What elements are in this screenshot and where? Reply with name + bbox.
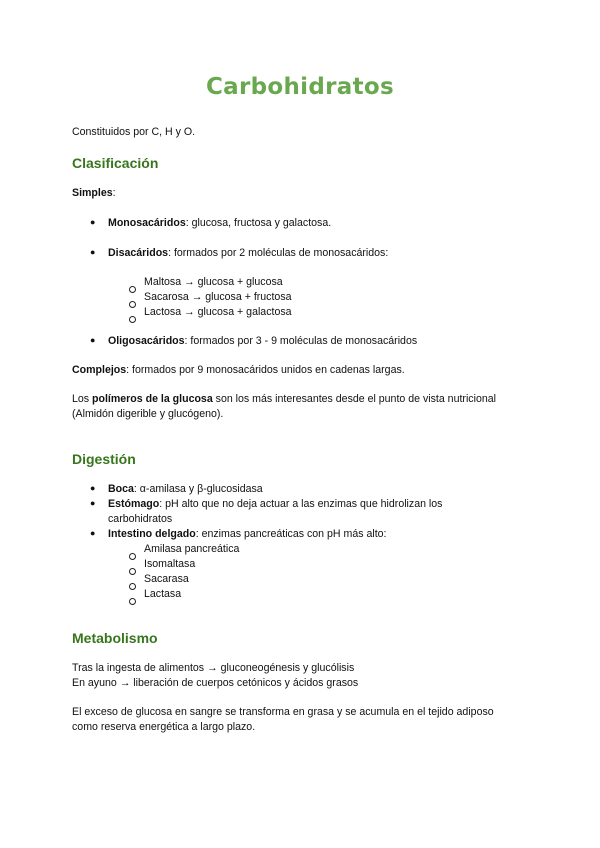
simples-colon: : — [112, 187, 116, 199]
term-text: : formados por 2 moléculas de monosacáridos: — [168, 247, 389, 259]
term-text: : formados por 9 monosacáridos unidos en cadenas largas. — [126, 364, 405, 376]
circle-bullet-icon — [129, 592, 136, 610]
estomago-line-2: carbohidratos — [108, 513, 173, 525]
term: Oligosacáridos — [108, 335, 185, 347]
bullet-dot-icon: ● — [90, 483, 96, 493]
list-item-boca — [108, 482, 263, 497]
bullet-dot-icon: ● — [90, 247, 96, 257]
sub-list-item: Lactosa → glucosa + galactosa — [144, 306, 292, 318]
term-text: : formados por 3 - 9 moléculas de monosacáridos — [184, 335, 418, 347]
simples-line — [72, 186, 116, 201]
sub-list-item: Sacarasa — [144, 573, 189, 585]
list-item-intestino — [108, 527, 386, 542]
exceso-line-1: El exceso de glucosa en sangre se transforma en grasa y se acumula en el tejido adiposo — [72, 706, 494, 718]
intro-text: Constituidos por C, H y O. — [72, 126, 196, 138]
bullet-dot-icon: ● — [90, 528, 96, 538]
term: Intestino delgado — [108, 528, 196, 540]
bullet-dot-icon: ● — [90, 335, 96, 345]
circle-bullet-icon — [129, 310, 136, 328]
polimeros-line-2: (Almidón digerible y glucógeno). — [72, 408, 224, 420]
term-text: son los más interesantes desde el punto de vista nutricional — [212, 393, 496, 405]
polimeros-line-1 — [72, 392, 496, 407]
term: Boca — [108, 483, 134, 495]
sub-list-item: Sacarosa → glucosa + fructosa — [144, 291, 292, 303]
term-text: : α-amilasa y β-glucosidasa — [133, 483, 263, 495]
metabolismo-line-1: Tras la ingesta de alimentos → gluconeogénesis y glucólisis — [72, 662, 355, 674]
list-item-oligosacaridos — [108, 334, 417, 349]
metabolismo-line-2: En ayuno → liberación de cuerpos cetónicos y ácidos grasos — [72, 677, 359, 689]
section-heading-metabolismo: Metabolismo — [72, 630, 158, 646]
text: Los — [72, 393, 93, 405]
section-heading-digestion: Digestión — [72, 451, 136, 467]
sub-list-item: Maltosa → glucosa + glucosa — [144, 276, 283, 288]
bullet-dot-icon: ● — [90, 217, 96, 227]
term: Disacáridos — [108, 247, 169, 259]
term: Monosacáridos — [108, 217, 186, 229]
section-heading-clasificacion: Clasificación — [72, 155, 159, 171]
list-item-monosacaridos — [108, 216, 331, 231]
exceso-line-2: como reserva energética a largo plazo. — [72, 721, 256, 733]
sub-list-item: Lactasa — [144, 588, 182, 600]
term-text: : enzimas pancreáticas con pH más alto: — [195, 528, 387, 540]
bullet-dot-icon: ● — [90, 498, 96, 508]
term: Estómago — [108, 498, 160, 510]
sub-list-item: Amilasa pancreática — [144, 543, 240, 555]
term: polímeros de la glucosa — [92, 393, 213, 405]
list-item-estomago — [108, 497, 442, 512]
term-text: : pH alto que no deja actuar a las enzimas que hidrolizan los — [159, 498, 443, 510]
complejos-line — [72, 363, 405, 378]
term-text: : glucosa, fructosa y galactosa. — [185, 217, 332, 229]
simples-label: Simples — [72, 187, 113, 199]
page-title: Carbohidratos — [206, 74, 394, 100]
term: Complejos — [72, 364, 127, 376]
sub-list-item: Isomaltasa — [144, 558, 196, 570]
list-item-disacaridos — [108, 246, 388, 261]
